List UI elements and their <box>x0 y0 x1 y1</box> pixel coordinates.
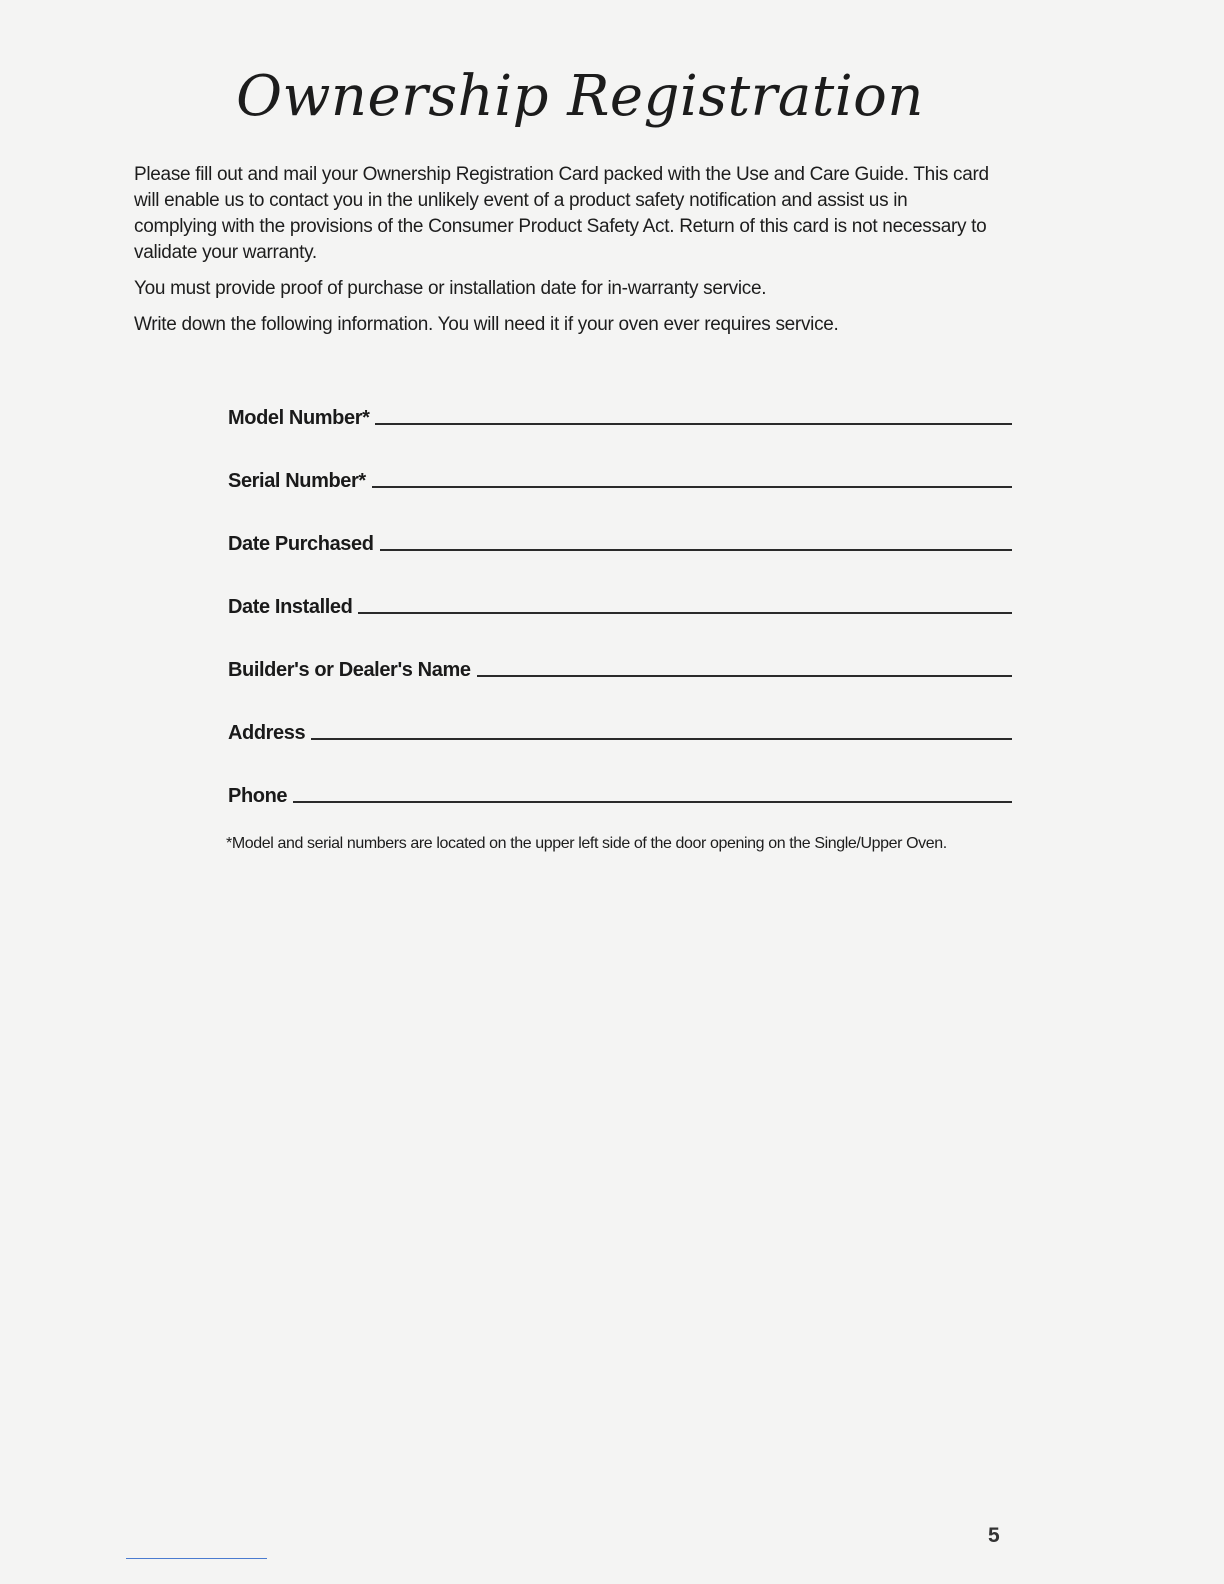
address-field <box>228 711 1012 745</box>
field-label: Serial Number* <box>228 470 366 492</box>
bottom-divider <box>126 1558 267 1559</box>
registration-form <box>228 396 1012 837</box>
dealer-name-field <box>228 648 1012 682</box>
date-installed-field <box>228 585 1012 619</box>
field-label: Date Installed <box>228 596 353 618</box>
phone-field <box>228 774 1012 808</box>
date-purchased-field <box>228 522 1012 556</box>
intro-paragraph-write-down: Write down the following information. You will need it if your oven ever requires service. <box>134 314 839 335</box>
date-installed-blank-line[interactable] <box>358 611 1012 614</box>
footnote: *Model and serial numbers are located on the upper left side of the door opening on the Single/Upper Oven. <box>226 835 947 852</box>
address-blank-line[interactable] <box>311 737 1012 740</box>
field-label: Address <box>228 722 306 744</box>
page-number: 5 <box>988 1524 1000 1547</box>
intro-paragraph-registration: Please fill out and mail your Ownership Registration Card packed with the Use and Care Guide. This card will enable us to contact you in the unlikely event of a product safety notification and assist us in complying with the provisions of the Consumer Product Safety Act. Return of this card is not necessary to validate your warranty. <box>134 164 989 263</box>
date-purchased-blank-line[interactable] <box>380 548 1012 551</box>
field-label: Builder's or Dealer's Name <box>228 659 471 681</box>
field-label: Date Purchased <box>228 533 374 555</box>
intro-paragraph-proof-of-purchase: You must provide proof of purchase or installation date for in-warranty service. <box>134 278 767 299</box>
serial-number-blank-line[interactable] <box>372 485 1012 488</box>
field-label: Phone <box>228 785 288 807</box>
intro-text <box>134 162 994 348</box>
page-title: Ownership Registration <box>236 64 924 129</box>
model-number-blank-line[interactable] <box>375 422 1012 425</box>
field-label: Model Number* <box>228 407 370 429</box>
model-number-field <box>228 396 1012 430</box>
phone-blank-line[interactable] <box>293 800 1012 803</box>
serial-number-field <box>228 459 1012 493</box>
dealer-name-blank-line[interactable] <box>477 674 1012 677</box>
